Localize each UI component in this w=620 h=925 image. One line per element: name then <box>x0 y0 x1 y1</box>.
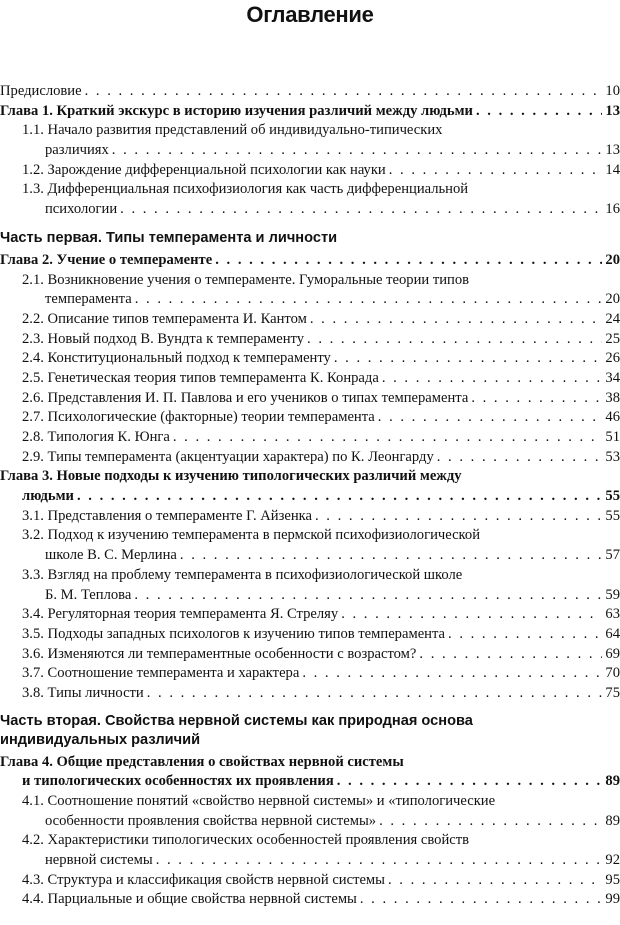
toc-entry-title: 2.5. Генетическая теория типов темперамента К. Конрада <box>22 369 379 386</box>
toc-entry-title: Глава 3. Новые подходы к изучению типологических различий между <box>0 468 462 485</box>
toc-page-number: 34 <box>605 369 620 386</box>
toc-entry-title: 2.6. Представления И. П. Павлова и его учеников о типах темперамента <box>22 389 469 406</box>
toc-entry-title-cont: особенности проявления свойства нервной системы» <box>45 812 377 829</box>
toc-entry-title: 3.1. Представления о темпераменте Г. Айзенка <box>22 507 312 524</box>
toc-entry-title-cont: людьми <box>22 488 74 505</box>
toc-entry-title-cont: нервной системы <box>45 852 153 869</box>
toc-entry[interactable] <box>0 684 620 704</box>
toc-entry-title: 2.1. Возникновение учения о темпераменте. Гуморальные теории типов <box>22 271 470 288</box>
toc-entry-title: 2.2. Описание типов темперамента И. Кантом <box>22 310 307 327</box>
toc-entry-title: Предисловие <box>0 83 82 99</box>
toc-page-number: 16 <box>605 201 620 218</box>
toc-entry-title: 3.4. Регуляторная теория темперамента Я. Стреляу <box>22 606 339 623</box>
toc-entry-title: 4.3. Структура и классификация свойств нервной системы <box>22 871 385 888</box>
toc-page-number: 25 <box>605 330 620 347</box>
toc-page-number: 38 <box>605 389 620 406</box>
toc-page-number: 89 <box>605 812 620 829</box>
toc-page-number: 70 <box>605 665 620 682</box>
toc-entry[interactable] <box>0 448 620 468</box>
toc-entry-title: 2.8. Типология К. Юнга <box>22 429 170 445</box>
toc-page-number: 92 <box>605 852 620 869</box>
toc-entry-title: 2.3. Новый подход В. Вундта к темпераменту <box>22 330 305 347</box>
toc-entry-title-cont: темперамента <box>45 291 132 308</box>
toc-page-number: 24 <box>605 310 620 327</box>
toc-entry-title: 3.6. Изменяются ли темпераментные особенности с возрастом? <box>22 645 417 662</box>
toc-entry-continuation[interactable] <box>0 141 620 161</box>
toc-chapter[interactable] <box>0 251 620 271</box>
toc-page-number: 57 <box>605 547 620 564</box>
toc-entry-continuation[interactable] <box>0 851 620 871</box>
toc-entry[interactable] <box>0 645 620 665</box>
toc-part-heading[interactable]: Часть вторая. Свойства нервной системы как природная основа <box>0 712 473 729</box>
toc-page-number: 69 <box>605 645 620 662</box>
toc-entry[interactable] <box>0 271 620 291</box>
toc-entry[interactable] <box>0 566 620 586</box>
toc-page-number: 26 <box>605 350 620 367</box>
toc-entry[interactable] <box>0 507 620 527</box>
toc-entry-title: 3.3. Взгляд на проблему темперамента в психофизиологической школе <box>22 566 463 583</box>
toc-entry-continuation[interactable] <box>0 546 620 566</box>
toc-page-number: 99 <box>605 891 620 908</box>
toc-entry-title-cont: различиях <box>45 142 109 159</box>
toc-entry-title: 2.4. Конституциональный подход к темпераменту <box>22 350 331 367</box>
toc-page-number: 13 <box>605 102 620 119</box>
toc-entry[interactable] <box>0 428 620 448</box>
toc-page-number: 63 <box>605 606 620 623</box>
toc-entry-title: 1.3. Дифференциальная психофизиология как часть дифференциальной <box>22 181 469 198</box>
toc-chapter[interactable] <box>0 467 620 487</box>
toc-entry[interactable] <box>0 389 620 409</box>
toc-page-number: 10 <box>605 83 620 99</box>
toc-entry-continuation[interactable] <box>0 586 620 606</box>
toc-entry[interactable] <box>0 871 620 891</box>
toc-entry-title: 1.2. Зарождение дифференциальной психологии как науки <box>22 161 386 178</box>
toc-entry[interactable] <box>0 664 620 684</box>
toc-page-number: 64 <box>605 625 620 642</box>
toc-part-heading[interactable]: Часть первая. Типы темперамента и личности <box>0 229 338 246</box>
toc-entry[interactable] <box>0 625 620 645</box>
toc-entry[interactable] <box>0 605 620 625</box>
toc-entry-title: 4.2. Характеристики типологических особенностей проявления свойств <box>22 832 469 849</box>
toc-chapter[interactable] <box>0 102 620 122</box>
toc-entry-continuation[interactable] <box>0 812 620 832</box>
toc-chapter[interactable] <box>0 753 620 773</box>
toc-part-heading-cont[interactable]: индивидуальных различий <box>0 731 201 748</box>
toc-entry[interactable] <box>0 310 620 330</box>
toc-entry-title: 3.5. Подходы западных психологов к изучению типов темперамента <box>22 625 446 642</box>
toc-entry[interactable] <box>0 890 620 910</box>
toc-page-number: 14 <box>605 161 620 178</box>
table-of-contents <box>0 82 620 910</box>
toc-page-number: 20 <box>605 291 620 308</box>
toc-entry-title-cont: Б. М. Теплова <box>45 586 132 603</box>
toc-chapter-continuation[interactable] <box>0 487 620 507</box>
page-title: Оглавление <box>246 2 374 27</box>
toc-entry-title: Глава 4. Общие представления о свойствах нервной системы <box>0 753 404 770</box>
toc-entry[interactable] <box>0 121 620 141</box>
toc-entry-title: 1.1. Начало развития представлений об индивидуально-типических <box>22 122 443 139</box>
toc-entry[interactable] <box>0 82 620 102</box>
toc-entry-title: Глава 1. Краткий экскурс в историю изучения различий между людьми <box>0 102 473 119</box>
toc-chapter-continuation[interactable] <box>0 772 620 792</box>
toc-page-number: 95 <box>605 871 620 888</box>
toc-page-number: 51 <box>605 429 620 445</box>
toc-entry[interactable] <box>0 831 620 851</box>
toc-entry[interactable] <box>0 349 620 369</box>
toc-entry[interactable] <box>0 330 620 350</box>
toc-entry[interactable] <box>0 408 620 428</box>
toc-entry-title: 2.9. Типы темперамента (акцентуации характера) по К. Леонгарду <box>22 448 434 465</box>
toc-entry[interactable] <box>0 180 620 200</box>
toc-entry-title-cont: и типологических особенностях их проявления <box>22 773 334 790</box>
toc-page-number: 53 <box>605 448 620 465</box>
toc-entry-title: Глава 2. Учение о темпераменте <box>0 251 213 268</box>
toc-entry-title: 4.1. Соотношение понятий «свойство нервной системы» и «типологические <box>22 793 496 809</box>
toc-entry[interactable] <box>0 161 620 181</box>
toc-entry-continuation[interactable] <box>0 200 620 220</box>
toc-entry[interactable] <box>0 792 620 812</box>
toc-entry-title-cont: психологии <box>45 201 118 218</box>
toc-entry-title: 3.7. Соотношение темперамента и характера <box>22 665 300 682</box>
toc-entry-title: 2.7. Психологические (факторные) теории темперамента <box>22 409 375 426</box>
toc-entry-continuation[interactable] <box>0 290 620 310</box>
toc-entry-title: 4.4. Парциальные и общие свойства нервной системы <box>22 891 357 908</box>
toc-page-number: 75 <box>605 684 620 701</box>
toc-page-number: 20 <box>605 251 620 268</box>
toc-entry-title-cont: школе В. С. Мерлина <box>45 547 177 564</box>
toc-page-number: 46 <box>605 409 620 426</box>
toc-entry[interactable] <box>0 369 620 389</box>
toc-page-number: 55 <box>605 488 620 505</box>
toc-page-number: 55 <box>605 507 620 524</box>
toc-entry-title: 3.2. Подход к изучению темперамента в пермской психофизиологической <box>22 527 481 544</box>
toc-page-number: 89 <box>605 773 620 790</box>
toc-entry-title: 3.8. Типы личности <box>22 684 144 701</box>
toc-entry[interactable] <box>0 526 620 546</box>
toc-page-number: 13 <box>605 142 620 159</box>
toc-page-number: 59 <box>605 586 620 603</box>
